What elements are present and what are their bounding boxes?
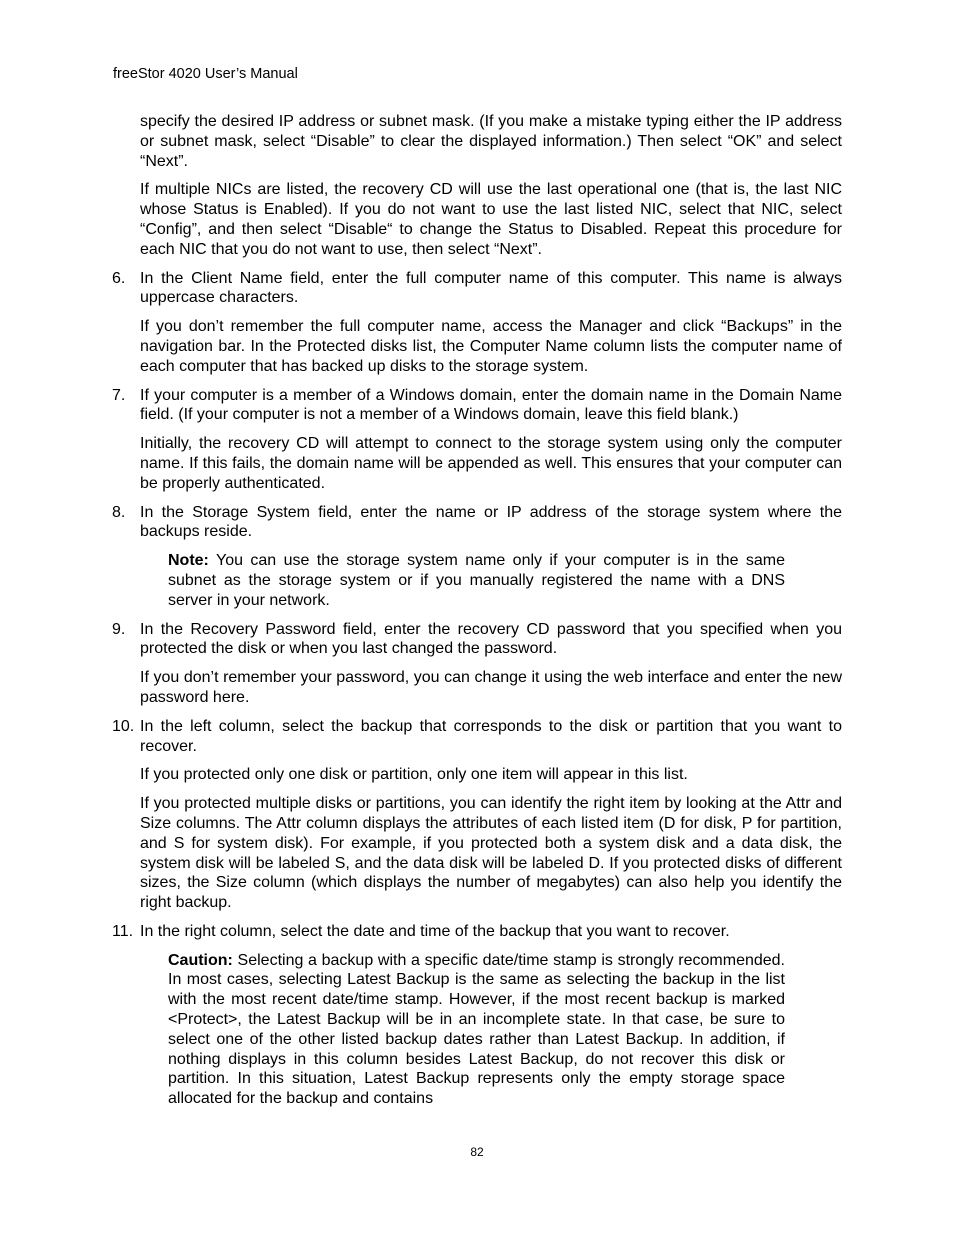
step-10-detail-1: If you protected only one disk or partition, only one item will appear in this list. [140,766,688,784]
paragraph-multiple-nics: If multiple NICs are listed, the recovery CD will use the last operational one (that is, the last NIC whose Status is Enabled). If you do not want to use the last listed NIC, select that NIC, select “Config”, and then select “Disable“ to change the Status to Disabled. Repeat this procedure for each NIC that you do not want to use, then select “Next”. [140,181,842,258]
step-11 [112,922,842,942]
page-number: 82 [470,1145,484,1159]
page-body [112,112,842,1118]
caution-text: Selecting a backup with a specific date/time stamp is strongly recommended. In most cases, selecting Latest Backup is the same as selecting the backup in the list with the most recent date/time stamp. However, if the most recent backup is marked <Protect>, the Latest Backup will be in an incomplete state. In that case, be sure to select one of the other listed backup dates rather than Latest Backup. In addition, if nothing displays in this column besides Latest Backup, do not recover this disk or partition. In this situation, Latest Backup represents only the empty storage space allocated for the backup and contains [168,951,785,1108]
step-text: In the Recovery Password field, enter the recovery CD password that you specified when you protected the disk or when you last changed the password. [140,620,842,658]
caution-label: Caution: [168,951,233,969]
note-block [168,551,785,610]
step-9-detail: If you don’t remember your password, you can change it using the web interface and enter the new password here. [140,669,842,706]
step-number: 7. [112,386,126,404]
step-9 [112,620,842,660]
step-number: 10. [112,717,135,735]
paragraph-ip-config: specify the desired IP address or subnet mask. (If you make a mistake typing either the IP address or subnet mask, select “Disable” to clear the displayed information.) Then select “OK” and select “Next”. [140,113,842,170]
step-10-detail-2: If you protected multiple disks or partitions, you can identify the right item by looking at the Attr and Size columns. The Attr column displays the attributes of each listed item (D for disk, P for partition, and S for system disk). For example, if you protected both a system disk and a data disk, the system disk will be labeled S, and the data disk will be labeled D. If you protected disks of different sizes, the Size column (which displays the number of megabytes) can also help you identify the right backup. [140,795,842,912]
step-text: In the left column, select the backup that corresponds to the disk or partition that you want to recover. [140,717,842,755]
step-8 [112,503,842,543]
step-number: 6. [112,269,126,287]
step-number: 8. [112,503,126,521]
note-text: You can use the storage system name only if your computer is in the same subnet as the storage system or if you manually registered the name with a DNS server in your network. [168,552,785,609]
step-text: In the Storage System field, enter the name or IP address of the storage system where the backups reside. [140,503,842,541]
step-text: If your computer is a member of a Windows domain, enter the domain name in the Domain Name field. (If your computer is not a member of a Windows domain, leave this field blank.) [140,386,842,424]
caution-block [168,951,785,1109]
step-7 [112,386,842,426]
note-label: Note: [168,552,209,570]
step-number: 11. [112,922,134,940]
running-header: freeStor 4020 User’s Manual [113,66,298,82]
step-number: 9. [112,620,126,638]
step-text: In the Client Name field, enter the full computer name of this computer. This name is always uppercase characters. [140,269,842,307]
step-6-detail: If you don’t remember the full computer name, access the Manager and click “Backups” in the navigation bar. In the Protected disks list, the Computer Name column lists the computer name of each computer that has backed up disks to the storage system. [140,318,842,375]
step-10 [112,717,842,757]
step-6 [112,269,842,309]
step-7-detail: Initially, the recovery CD will attempt to connect to the storage system using only the computer name. If this fails, the domain name will be appended as well. This ensures that your computer can be properly authenticated. [140,435,842,492]
step-text: In the right column, select the date and time of the backup that you want to recover. [140,922,730,940]
